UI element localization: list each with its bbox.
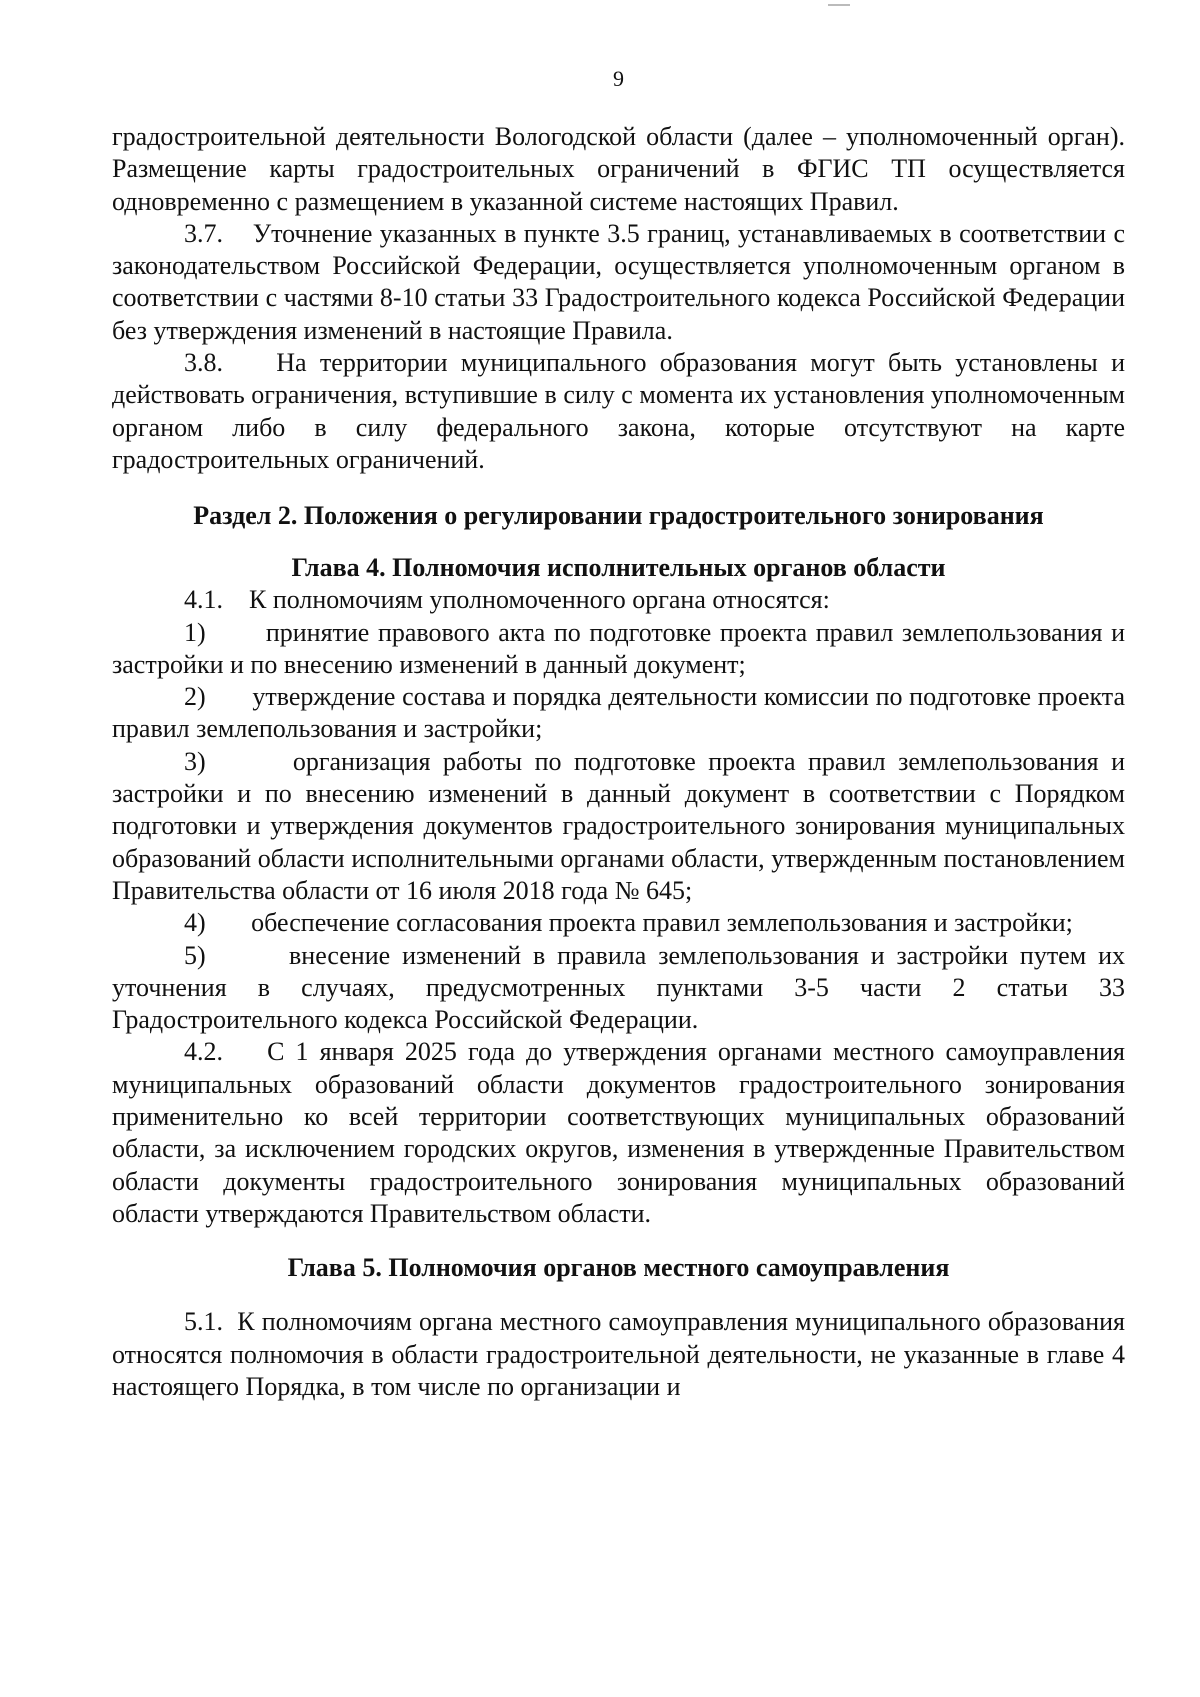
clause-text: К полномочиям органа местного самоуправления муниципального образования относятся полномочия в области градостроительной деятельности, не указанные в главе 4 настоящего Порядка, в том числе по организации и: [112, 1307, 1125, 1401]
list-item-1: [112, 617, 1125, 682]
clause-number: 4.1.: [184, 585, 223, 615]
list-item-4: [112, 907, 1125, 939]
clause-number: 4.2.: [184, 1037, 223, 1067]
chapter-4-title: Глава 4. Полномочия исполнительных органов области: [291, 553, 946, 583]
item-number: 4): [184, 908, 206, 938]
item-text: принятие правового акта по подготовке проекта правил землепользования и застройки и по внесению изменений в данный документ;: [112, 617, 1125, 679]
clause-4-1: [112, 584, 1125, 616]
clause-text: К полномочиям уполномоченного органа относятся:: [249, 585, 830, 615]
clause-text: Уточнение указанных в пункте 3.5 границ, устанавливаемых в соответствии с законодательством Российской Федерации, осуществляется уполномоченным органом в соответствии с частями 8-10 статьи 33 Градостроительного кодекса Российской Федерации без утверждения изменений в настоящие Правила.: [112, 218, 1126, 345]
clause-text: На территории муниципального образования могут быть установлены и действовать ограничения, вступившие в силу с момента их установления уполномоченным органом либо в силу федерального закона, которые отсутствуют на карте градостроительных ограничений.: [112, 348, 1126, 474]
clause-3-7: [112, 218, 1125, 347]
item-text: утверждение состава и порядка деятельности комиссии по подготовке проекта правил землепользования и застройки;: [112, 682, 1126, 744]
item-text: организация работы по подготовке проекта правил землепользования и застройки и по внесению изменений в данный документ в соответствии с Порядком подготовки и утверждения документов градостроительного зонирования муниципальных образований области исполнительными органами области, утвержденным постановлением Правительства области от 16 июля 2018 года № 645;: [112, 746, 1126, 905]
list-item-3: [112, 746, 1125, 907]
clause-number: 5.1.: [184, 1307, 223, 1337]
item-text: внесение изменений в правила землепользования и застройки путем их уточнения в случаях, предусмотренных пунктами 3-5 части 2 статьи 33 Градостроительного кодекса Российской Федерации.: [112, 940, 1125, 1035]
paragraph-continuation: [112, 121, 1125, 218]
clause-5-1: [112, 1306, 1125, 1403]
item-number: 3): [184, 746, 206, 776]
page-number: 9: [613, 66, 624, 91]
clause-number: 3.7.: [184, 218, 223, 248]
item-number: 1): [184, 617, 206, 647]
scan-artifact-top: [828, 4, 850, 6]
scan-artifact-corner: [1126, 1689, 1186, 1697]
item-number: 5): [184, 940, 206, 970]
clause-number: 3.8.: [184, 348, 223, 378]
document-body: [112, 121, 1125, 1403]
paragraph-text: градостроительной деятельности Вологодской области (далее – уполномоченный орган). Размещение карты градостроительных ограничений в ФГИС ТП осуществляется одновременно с размещением в указанной системе настоящих Правил.: [112, 122, 1125, 216]
item-number: 2): [184, 682, 206, 712]
clause-text: С 1 января 2025 года до утверждения органами местного самоуправления муниципальных образований области документов градостроительного зонирования применительно ко всей территории соответствующих муниципальных образований области, за исключением городских округов, изменения в утвержденные Правительством области документы градостроительного зонирования муниципальных образований области утверждаются Правительством области.: [112, 1037, 1125, 1228]
list-item-2: [112, 681, 1125, 746]
clause-3-8: [112, 347, 1125, 476]
chapter-5-title: Глава 5. Полномочия органов местного самоуправления: [287, 1253, 950, 1283]
item-text: обеспечение согласования проекта правил землепользования и застройки;: [251, 908, 1073, 938]
list-item-5: [112, 940, 1125, 1037]
clause-4-2: [112, 1036, 1125, 1230]
section-title: Раздел 2. Положения о регулировании градостроительного зонирования: [193, 501, 1044, 531]
